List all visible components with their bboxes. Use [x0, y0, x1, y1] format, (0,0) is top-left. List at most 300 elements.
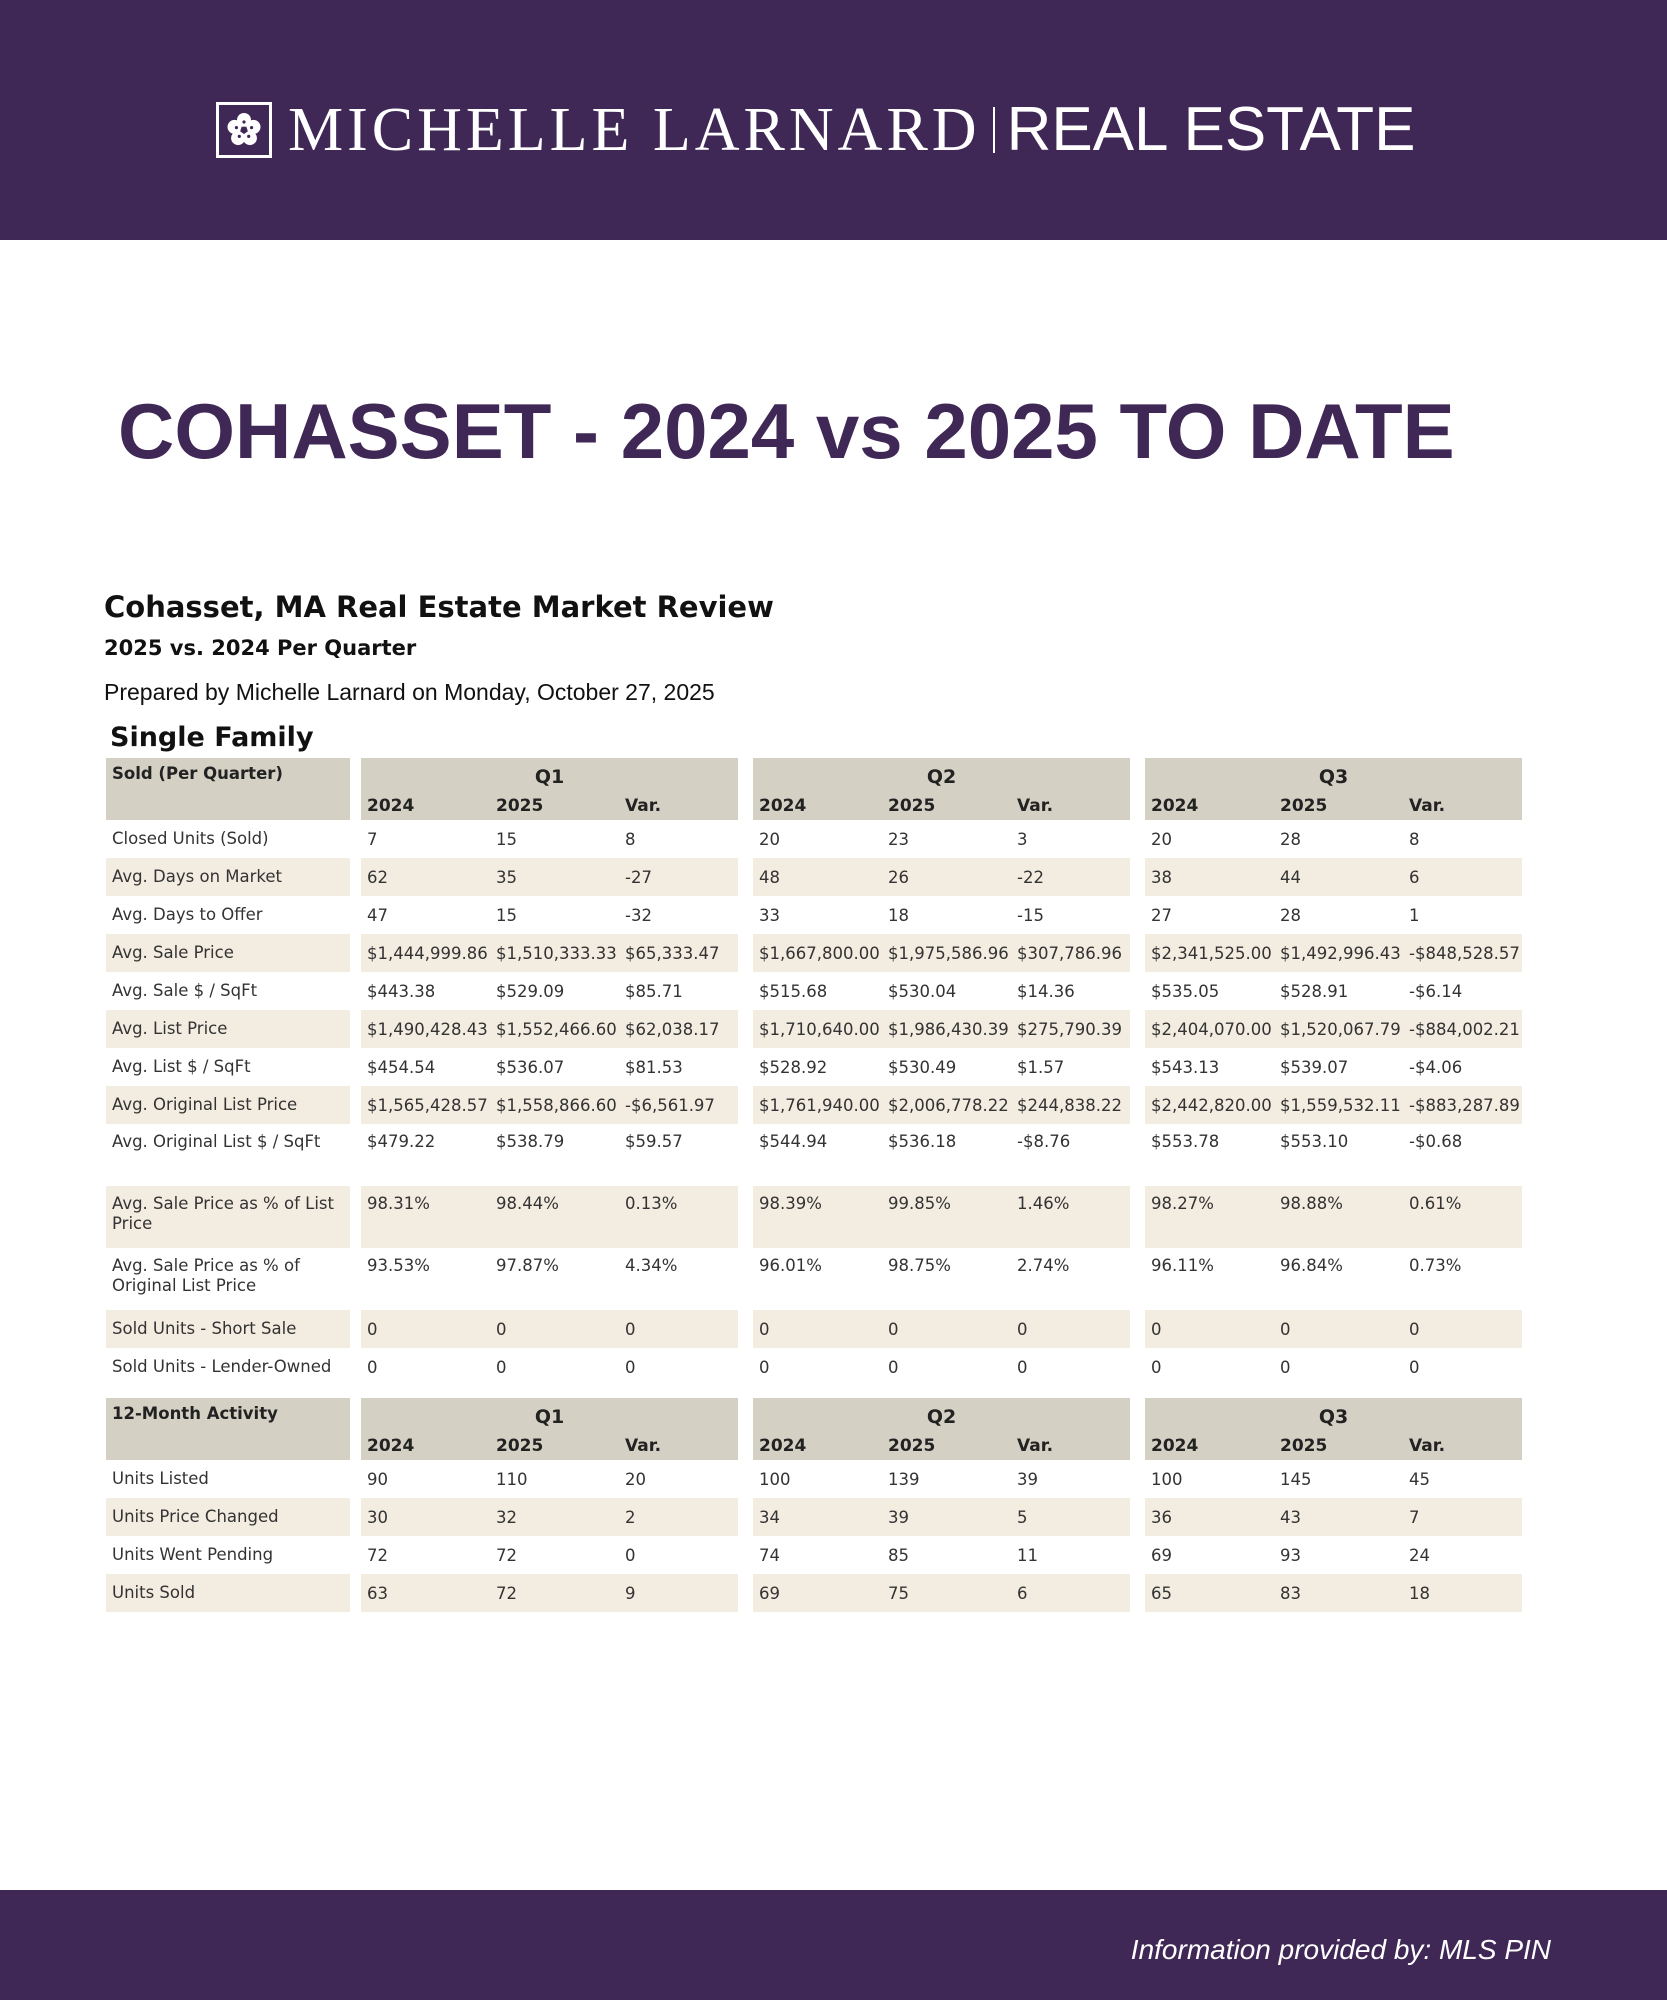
table-cell: $1,552,466.60 [490, 1010, 619, 1048]
column-gap [738, 758, 753, 792]
column-gap [350, 1048, 361, 1086]
header-banner [0, 0, 1667, 240]
table-cell: 38 [1145, 858, 1274, 896]
table-cell: 96.01% [759, 1256, 822, 1275]
year-header: 2024 [1145, 792, 1274, 820]
table-cell: $65,333.47 [619, 934, 738, 972]
quarter-header: Q1 [361, 758, 738, 792]
table-row [106, 1536, 1537, 1574]
table-cell: 0.61% [1403, 1186, 1522, 1248]
row-label: Avg. Sale Price [106, 934, 350, 972]
table-cell: 0 [1409, 1357, 1420, 1377]
column-gap [738, 1574, 753, 1612]
column-gap [738, 1432, 753, 1460]
column-gap [1522, 1536, 1537, 1574]
row-label: Avg. List Price [106, 1010, 350, 1048]
column-gap [1130, 758, 1145, 792]
table-cell: $2,404,070.00 [1145, 1010, 1274, 1048]
table-cell: 63 [361, 1574, 490, 1612]
report-prepared-by: Prepared by Michelle Larnard on Monday, October 27, 2025 [104, 679, 715, 705]
table-cell: 0 [753, 1310, 882, 1348]
column-gap [1522, 1460, 1537, 1498]
table-cell: -$6.14 [1409, 981, 1463, 1001]
brand-name: MICHELLE LARNARD [288, 96, 981, 164]
column-gap [1522, 1348, 1537, 1386]
table-cell: 48 [753, 858, 882, 896]
table-cell: 72 [367, 1545, 388, 1565]
brand-logo [216, 95, 1415, 165]
column-gap [350, 1086, 361, 1124]
brand-divider [993, 107, 995, 153]
table-cell: 110 [496, 1469, 528, 1489]
column-gap [350, 1460, 361, 1498]
table-cell: -$6,561.97 [619, 1086, 738, 1124]
table-cell: $535.05 [1151, 981, 1220, 1001]
table-cell: 18 [888, 905, 909, 925]
table-cell: 0 [1017, 1357, 1028, 1377]
table-cell: 69 [753, 1574, 882, 1612]
table-cell: 1.46% [1011, 1186, 1130, 1248]
table-cell: 23 [888, 829, 909, 849]
year-header: 2025 [1274, 1432, 1403, 1460]
flower-logo-icon [216, 102, 272, 158]
column-gap [1130, 1536, 1145, 1574]
table-cell: $59.57 [625, 1132, 683, 1151]
table-cell: 98.88% [1274, 1186, 1403, 1248]
table-cell: $529.09 [496, 981, 565, 1001]
table-cell: $2,006,778.22 [882, 1086, 1011, 1124]
report-title: Cohasset, MA Real Estate Market Review [104, 590, 774, 624]
table-cell: 98.39% [753, 1186, 882, 1248]
table-cell: -$848,528.57 [1403, 934, 1522, 972]
column-gap [1130, 858, 1145, 896]
column-gap [350, 1186, 361, 1248]
table-cell: 2 [619, 1498, 738, 1536]
table-cell: $479.22 [367, 1132, 436, 1151]
table-cell: 30 [361, 1498, 490, 1536]
brand-subtitle: REAL ESTATE [1006, 95, 1416, 164]
table-cell: $454.54 [367, 1057, 436, 1077]
column-gap [1130, 820, 1145, 858]
row-label: Avg. Original List Price [106, 1086, 350, 1124]
table-cell: 0.73% [1409, 1256, 1462, 1275]
report-subtitle: 2025 vs. 2024 Per Quarter [104, 636, 417, 660]
table-cell: $1,510,333.33 [490, 934, 619, 972]
table-cell: -$8.76 [1017, 1132, 1071, 1151]
column-gap [738, 1124, 753, 1186]
table-cell: 98.31% [361, 1186, 490, 1248]
column-gap [1522, 792, 1537, 820]
table-cell: $515.68 [759, 981, 828, 1001]
row-label: Avg. Original List $ / SqFt [112, 1132, 321, 1151]
row-label: Closed Units (Sold) [112, 829, 269, 848]
table-cell: $530.04 [888, 981, 957, 1001]
table-cell: 43 [1274, 1498, 1403, 1536]
row-label: Avg. Sale Price as % of Original List Price [112, 1256, 300, 1295]
column-gap [1522, 1086, 1537, 1124]
table-cell: $538.79 [496, 1132, 565, 1151]
row-label: Avg. Sale $ / SqFt [112, 981, 258, 1000]
table-cell: -32 [625, 905, 652, 925]
column-gap [1522, 1124, 1537, 1186]
table-cell: $544.94 [759, 1132, 828, 1151]
table-cell: 28 [1280, 905, 1301, 925]
row-label: Units Price Changed [106, 1498, 350, 1536]
column-gap [1130, 1048, 1145, 1086]
table-cell: 0 [496, 1357, 507, 1377]
year-header: 2024 [753, 1432, 882, 1460]
table-cell: 36 [1145, 1498, 1274, 1536]
column-gap [1130, 1186, 1145, 1248]
column-gap [1130, 792, 1145, 820]
table-cell: $275,790.39 [1011, 1010, 1130, 1048]
table-row [106, 1574, 1537, 1612]
year-header: 2025 [490, 792, 619, 820]
column-gap [738, 1010, 753, 1048]
column-gap [1522, 820, 1537, 858]
table-cell: 139 [888, 1469, 920, 1489]
column-gap [350, 1432, 361, 1460]
table-cell: 0 [367, 1357, 378, 1377]
table-cell: 20 [625, 1469, 646, 1489]
quarter-header: Q2 [753, 758, 1130, 792]
column-gap [738, 1348, 753, 1386]
table-cell: 35 [490, 858, 619, 896]
column-gap [1522, 1186, 1537, 1248]
table-cell: 98.44% [490, 1186, 619, 1248]
table-cell: $85.71 [625, 981, 683, 1001]
column-gap [1130, 1574, 1145, 1612]
table-row [106, 1186, 1537, 1248]
column-gap [350, 934, 361, 972]
column-gap [350, 1248, 361, 1310]
year-header: Var. [1011, 1432, 1130, 1460]
table-row [106, 1048, 1537, 1086]
column-gap [1522, 934, 1537, 972]
table-cell: 7 [1403, 1498, 1522, 1536]
table-cell: $530.49 [888, 1057, 957, 1077]
column-gap [738, 934, 753, 972]
table-cell: 100 [759, 1469, 791, 1489]
table-cell: $1.57 [1017, 1057, 1065, 1077]
column-gap [1130, 1460, 1145, 1498]
column-gap [738, 1186, 753, 1248]
year-header: Var. [1403, 792, 1522, 820]
column-gap [738, 896, 753, 934]
table-cell: 1 [1409, 905, 1420, 925]
table-cell: 33 [759, 905, 780, 925]
table-cell: -15 [1017, 905, 1044, 925]
column-gap [738, 1310, 753, 1348]
column-gap [738, 972, 753, 1010]
column-gap [1522, 972, 1537, 1010]
table-cell: 0 [1403, 1310, 1522, 1348]
table-cell: 97.87% [496, 1256, 559, 1275]
table-cell: 45 [1409, 1469, 1430, 1489]
column-gap [1130, 896, 1145, 934]
column-gap [1522, 1498, 1537, 1536]
table-cell: 0 [1274, 1310, 1403, 1348]
table-cell: $1,492,996.43 [1274, 934, 1403, 972]
column-gap [738, 1248, 753, 1310]
table-cell: 0 [490, 1310, 619, 1348]
table-cell: -$883,287.89 [1403, 1086, 1522, 1124]
column-gap [1522, 758, 1537, 792]
table-cell: 0 [882, 1310, 1011, 1348]
table-cell: 0 [1011, 1310, 1130, 1348]
table-cell: 69 [1151, 1545, 1172, 1565]
column-gap [1522, 896, 1537, 934]
table-spacer [106, 1386, 1537, 1398]
table-cell: 75 [882, 1574, 1011, 1612]
table-cell: 44 [1274, 858, 1403, 896]
table-cell: 32 [490, 1498, 619, 1536]
table-cell: -$4.06 [1409, 1057, 1463, 1077]
table-cell: 26 [882, 858, 1011, 896]
row-label: Units Went Pending [112, 1545, 274, 1564]
column-gap [1522, 1432, 1537, 1460]
table-row [106, 972, 1537, 1010]
table-row [106, 820, 1537, 858]
column-gap [738, 820, 753, 858]
table-group-label: 12-Month Activity [106, 1398, 350, 1460]
column-gap [1522, 1398, 1537, 1432]
table-cell: 0 [759, 1357, 770, 1377]
column-gap [350, 896, 361, 934]
table-cell: 8 [625, 829, 636, 849]
year-header: 2025 [1274, 792, 1403, 820]
table-cell: 8 [1409, 829, 1420, 849]
column-gap [1522, 858, 1537, 896]
column-gap [738, 858, 753, 896]
table-cell: 100 [1151, 1469, 1183, 1489]
table-cell: 0 [625, 1545, 636, 1565]
year-header: Var. [1403, 1432, 1522, 1460]
table-cell: $307,786.96 [1011, 934, 1130, 972]
table-cell: 0 [1151, 1357, 1162, 1377]
column-gap [350, 1010, 361, 1048]
quarter-header: Q3 [1145, 1398, 1522, 1432]
table-cell: -$0.68 [1409, 1132, 1463, 1151]
footer-banner [0, 1890, 1667, 2000]
table-row [106, 1460, 1537, 1498]
table-cell: 15 [496, 829, 517, 849]
table-cell: $81.53 [625, 1057, 683, 1077]
table-cell: $1,444,999.86 [361, 934, 490, 972]
table-cell: $528.92 [759, 1057, 828, 1077]
column-gap [1130, 1348, 1145, 1386]
table-cell: 74 [759, 1545, 780, 1565]
table-cell: $244,838.22 [1011, 1086, 1130, 1124]
table-cell: 0 [361, 1310, 490, 1348]
table-cell: 96.11% [1151, 1256, 1214, 1275]
section-title: Single Family [110, 722, 314, 753]
table-cell: $528.91 [1280, 981, 1349, 1001]
year-header: Var. [619, 792, 738, 820]
table-cell: $543.13 [1151, 1057, 1220, 1077]
table-cell: 93.53% [367, 1256, 430, 1275]
table-cell: $536.18 [888, 1132, 957, 1151]
table-cell: $1,565,428.57 [361, 1086, 490, 1124]
table-cell: 9 [619, 1574, 738, 1612]
table-cell: 145 [1280, 1469, 1312, 1489]
column-gap [1522, 1310, 1537, 1348]
table-cell: $1,986,430.39 [882, 1010, 1011, 1048]
table-cell: 72 [496, 1545, 517, 1565]
table-cell: 34 [753, 1498, 882, 1536]
column-gap [1522, 1010, 1537, 1048]
column-gap [1522, 1048, 1537, 1086]
table-row [106, 1010, 1537, 1048]
year-header: 2024 [361, 1432, 490, 1460]
source-note: Information provided by: MLS PIN [1130, 1934, 1551, 1965]
table-cell: 39 [882, 1498, 1011, 1536]
column-gap [350, 792, 361, 820]
page-headline: COHASSET - 2024 vs 2025 TO DATE [118, 387, 1455, 475]
column-gap [350, 1536, 361, 1574]
row-label: Avg. Days to Offer [112, 905, 263, 924]
table-cell: $2,341,525.00 [1145, 934, 1274, 972]
year-header: Var. [1011, 792, 1130, 820]
table-cell: $539.07 [1280, 1057, 1349, 1077]
column-gap [738, 792, 753, 820]
table-row [106, 1248, 1537, 1310]
table-cell: -22 [1011, 858, 1130, 896]
year-header: 2025 [882, 792, 1011, 820]
year-header: Var. [619, 1432, 738, 1460]
table-row [106, 1348, 1537, 1386]
spacer-cell [106, 1386, 1537, 1398]
table-cell: $1,975,586.96 [882, 934, 1011, 972]
table-cell: $553.10 [1280, 1132, 1349, 1151]
table-cell: $1,559,532.11 [1274, 1086, 1403, 1124]
table-row [106, 1310, 1537, 1348]
table-cell: 65 [1145, 1574, 1274, 1612]
table-cell: 3 [1017, 829, 1028, 849]
year-header: 2024 [361, 792, 490, 820]
table-cell: -$884,002.21 [1403, 1010, 1522, 1048]
table-cell: 18 [1403, 1574, 1522, 1612]
column-gap [1130, 1398, 1145, 1432]
year-header: 2024 [1145, 1432, 1274, 1460]
market-table [106, 758, 1537, 1612]
table-group-label: Sold (Per Quarter) [106, 758, 350, 820]
column-gap [1522, 1248, 1537, 1310]
table-cell: $1,520,067.79 [1274, 1010, 1403, 1048]
column-gap [738, 1048, 753, 1086]
table-cell: 6 [1011, 1574, 1130, 1612]
table-cell: $536.07 [496, 1057, 565, 1077]
row-label: Avg. Days on Market [106, 858, 350, 896]
table-cell: 98.27% [1145, 1186, 1274, 1248]
column-gap [1130, 1086, 1145, 1124]
table-cell: $1,761,940.00 [753, 1086, 882, 1124]
row-label: Sold Units - Short Sale [106, 1310, 350, 1348]
table-cell: 27 [1151, 905, 1172, 925]
table-cell: 20 [1151, 829, 1172, 849]
column-gap [350, 972, 361, 1010]
table-cell: $62,038.17 [619, 1010, 738, 1048]
quarter-header: Q3 [1145, 758, 1522, 792]
table-cell: 47 [367, 905, 388, 925]
column-gap [350, 758, 361, 792]
column-gap [1130, 1498, 1145, 1536]
year-header: 2024 [753, 792, 882, 820]
table-cell: 96.84% [1280, 1256, 1343, 1275]
column-gap [1522, 1574, 1537, 1612]
row-label: Sold Units - Lender-Owned [112, 1357, 332, 1376]
table-cell: 2.74% [1017, 1256, 1070, 1275]
table-row [106, 1124, 1537, 1186]
table-cell: 98.75% [888, 1256, 951, 1275]
table-cell: 5 [1011, 1498, 1130, 1536]
table-cell: 20 [759, 829, 780, 849]
column-gap [350, 820, 361, 858]
table-cell: 24 [1409, 1545, 1430, 1565]
column-gap [350, 1348, 361, 1386]
year-header: 2025 [490, 1432, 619, 1460]
quarter-header: Q1 [361, 1398, 738, 1432]
table-cell: 62 [361, 858, 490, 896]
column-gap [738, 1398, 753, 1432]
quarter-header: Q2 [753, 1398, 1130, 1432]
table-cell: $1,558,866.60 [490, 1086, 619, 1124]
column-gap [738, 1536, 753, 1574]
column-gap [350, 1398, 361, 1432]
table-cell: $14.36 [1017, 981, 1075, 1001]
column-gap [350, 1310, 361, 1348]
column-gap [1130, 1124, 1145, 1186]
table-cell: $1,710,640.00 [753, 1010, 882, 1048]
table-cell: 0 [619, 1310, 738, 1348]
table-cell: 99.85% [882, 1186, 1011, 1248]
column-gap [738, 1460, 753, 1498]
column-gap [1130, 1310, 1145, 1348]
column-gap [1130, 972, 1145, 1010]
table-cell: 90 [367, 1469, 388, 1489]
table-cell: 0 [888, 1357, 899, 1377]
table-cell: 15 [496, 905, 517, 925]
row-label: Avg. Sale Price as % of List Price [106, 1186, 350, 1248]
table-cell: 11 [1017, 1545, 1038, 1565]
table-cell: 72 [490, 1574, 619, 1612]
table-cell: $1,667,800.00 [753, 934, 882, 972]
column-gap [350, 1498, 361, 1536]
table-cell: 28 [1280, 829, 1301, 849]
table-cell: 0 [625, 1357, 636, 1377]
table-row [106, 1498, 1537, 1536]
table-cell: $443.38 [367, 981, 436, 1001]
table-row [106, 858, 1537, 896]
table-row [106, 934, 1537, 972]
table-cell: $1,490,428.43 [361, 1010, 490, 1048]
market-report [104, 585, 1564, 1612]
column-gap [350, 1124, 361, 1186]
table-cell: 85 [888, 1545, 909, 1565]
row-label: Units Listed [112, 1469, 209, 1488]
column-gap [350, 1574, 361, 1612]
table-cell: 83 [1274, 1574, 1403, 1612]
table-cell: 39 [1017, 1469, 1038, 1489]
column-gap [1130, 934, 1145, 972]
column-gap [1130, 1248, 1145, 1310]
table-header-row [106, 1398, 1537, 1432]
table-cell: 7 [367, 829, 378, 849]
table-cell: 0 [1280, 1357, 1291, 1377]
table-cell: 6 [1403, 858, 1522, 896]
table-cell: 93 [1280, 1545, 1301, 1565]
row-label: Units Sold [106, 1574, 350, 1612]
